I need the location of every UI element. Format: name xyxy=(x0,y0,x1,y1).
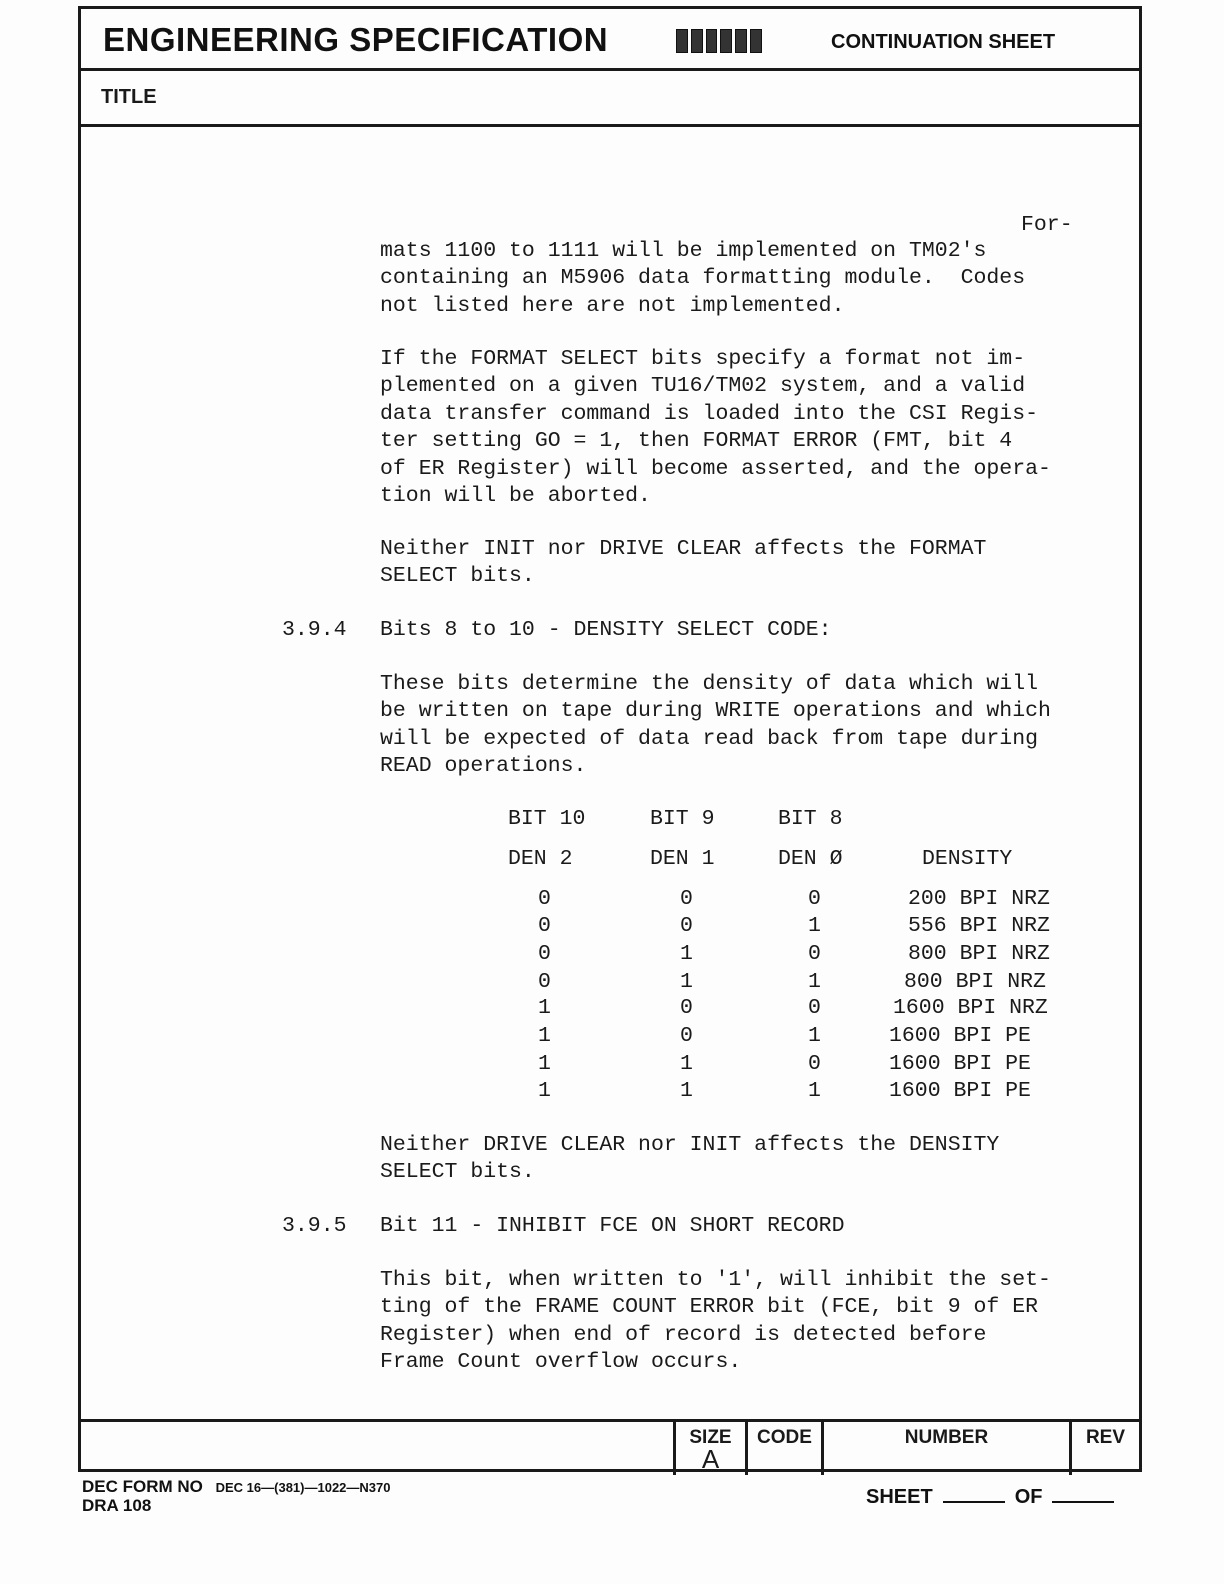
rev-label: REV xyxy=(1085,1427,1126,1448)
table-cell: 1 xyxy=(538,1052,551,1076)
format-error-paragraph: If the FORMAT SELECT bits specify a format not im- plemented on a given TU16/TM02 system, and a valid data transfer command is loaded into the CSI Regis- ter setting GO = 1, then FORMAT ERROR (FMT, bit 4 of ER Register) will become asserted, and the opera- tion will be aborted. xyxy=(380,347,1051,509)
header-den1: DEN 1 xyxy=(650,847,715,871)
table-cell: 1 xyxy=(680,1079,693,1103)
size-label: SIZE xyxy=(689,1427,732,1448)
formats-paragraph: mats 1100 to 1111 will be implemented on TM02's containing an M5906 data formatting module. Codes not listed here are not implemented. xyxy=(380,239,1026,318)
code-label: CODE xyxy=(757,1427,812,1448)
table-cell: 0 xyxy=(680,1024,693,1048)
header-bit8: BIT 8 xyxy=(778,807,843,831)
section-3-9-4-number: 3.9.4 xyxy=(282,618,347,642)
table-cell: 800 BPI NRZ xyxy=(904,970,1046,994)
header-den0: DEN Ø xyxy=(778,847,843,871)
table-cell: 1 xyxy=(680,1052,693,1076)
size-value: A xyxy=(701,1444,720,1474)
table-cell: 0 xyxy=(680,887,693,911)
table-cell: 0 xyxy=(808,942,821,966)
table-cell: 0 xyxy=(538,942,551,966)
section-3-9-4-title: Bits 8 to 10 - DENSITY SELECT CODE: xyxy=(380,618,832,642)
header-den2: DEN 2 xyxy=(508,847,573,871)
table-cell: 200 BPI NRZ xyxy=(908,887,1050,911)
header-bit10: BIT 10 xyxy=(508,807,586,831)
table-cell: 0 xyxy=(808,1052,821,1076)
table-cell: 1600 BPI NRZ xyxy=(893,996,1048,1020)
sheet-blank xyxy=(943,1487,1005,1503)
section-3-9-5-number: 3.9.5 xyxy=(282,1214,347,1238)
table-cell: 0 xyxy=(808,887,821,911)
table-cell: 1 xyxy=(808,914,821,938)
number-label: NUMBER xyxy=(904,1427,989,1448)
table-cell: 800 BPI NRZ xyxy=(908,942,1050,966)
title-row xyxy=(81,71,1139,127)
table-cell: 1 xyxy=(808,970,821,994)
density-paragraph: These bits determine the density of data which will be written on tape during WRITE operations and which will be expected of data read back from tape during READ operations. xyxy=(380,672,1051,779)
of-blank xyxy=(1052,1487,1114,1503)
number-cell xyxy=(821,1422,1069,1475)
table-cell: 1 xyxy=(538,1024,551,1048)
header-density: DENSITY xyxy=(922,847,1013,871)
table-cell: 1 xyxy=(680,970,693,994)
section-3-9-5-title: Bit 11 - INHIBIT FCE ON SHORT RECORD xyxy=(380,1214,845,1238)
of-label: OF xyxy=(1014,1486,1043,1508)
form-no-value: DEC 16—(381)—1022—N370 xyxy=(215,1480,391,1495)
title-label: TITLE xyxy=(101,86,157,108)
table-cell: 0 xyxy=(680,914,693,938)
form-number xyxy=(82,1477,391,1497)
neither-density-paragraph: Neither DRIVE CLEAR nor INIT affects the DENSITY SELECT bits. xyxy=(380,1133,1000,1185)
neither-format-paragraph: Neither INIT nor DRIVE CLEAR affects the FORMAT SELECT bits. xyxy=(380,537,987,589)
dra-number: DRA 108 xyxy=(82,1496,152,1515)
table-cell: 1600 BPI PE xyxy=(889,1024,1031,1048)
fce-paragraph: This bit, when written to '1', will inhibit the set- ting of the FRAME COUNT ERROR bit (FCE, bit 9 of ER Register) when end of record is detected before Frame Count overflow occurs. xyxy=(380,1268,1051,1375)
table-cell: 556 BPI NRZ xyxy=(908,914,1050,938)
table-cell: 0 xyxy=(538,970,551,994)
footer-row xyxy=(81,1419,1139,1475)
table-cell: 1 xyxy=(808,1079,821,1103)
table-cell: 0 xyxy=(680,996,693,1020)
table-cell: 1 xyxy=(538,1079,551,1103)
form-no-label: DEC FORM NO xyxy=(82,1477,203,1496)
table-cell: 1 xyxy=(680,942,693,966)
header-bit9: BIT 9 xyxy=(650,807,715,831)
sheet-label: SHEET xyxy=(866,1486,933,1508)
table-cell: 0 xyxy=(808,996,821,1020)
table-cell: 1600 BPI PE xyxy=(889,1079,1031,1103)
table-cell: 1600 BPI PE xyxy=(889,1052,1031,1076)
table-cell: 1 xyxy=(538,996,551,1020)
dec-logo-icon xyxy=(676,29,762,53)
sheet-of xyxy=(866,1486,1124,1509)
size-cell xyxy=(673,1422,745,1475)
table-cell: 1 xyxy=(808,1024,821,1048)
rev-cell xyxy=(1069,1422,1139,1475)
table-cell: 0 xyxy=(538,914,551,938)
form-title: ENGINEERING SPECIFICATION xyxy=(103,21,609,58)
table-cell: 0 xyxy=(538,887,551,911)
continuation-sheet-label: CONTINUATION SHEET xyxy=(831,31,1056,53)
formats-word: For- xyxy=(1021,213,1073,237)
form-header xyxy=(81,9,1139,71)
code-cell xyxy=(745,1422,821,1475)
